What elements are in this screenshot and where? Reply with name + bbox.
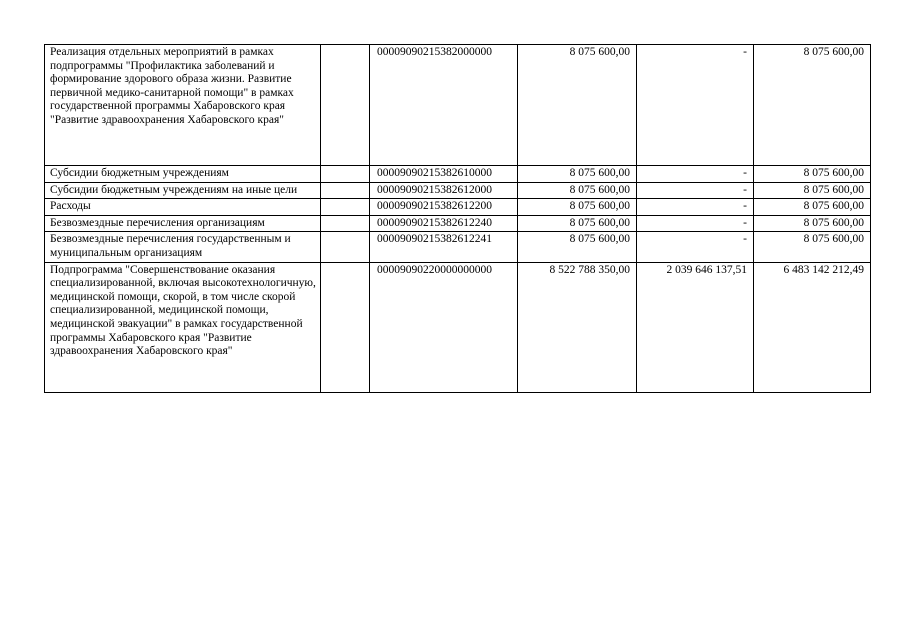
remaining-amount-cell: 8 075 600,00 [754,232,871,262]
empty-cell [321,232,370,262]
budget-code-cell: 00009090220000000000 [370,262,518,392]
empty-cell [321,199,370,216]
executed-amount-cell: - [637,166,754,183]
empty-cell [321,182,370,199]
table-row [45,182,871,199]
expense-name-cell: Субсидии бюджетным учреждениям на иные цели [45,182,321,199]
budget-code-cell: 00009090215382610000 [370,166,518,183]
budget-code-cell: 00009090215382000000 [370,45,518,166]
table-row [45,166,871,183]
remaining-amount-cell: 8 075 600,00 [754,45,871,166]
expense-name-cell: Безвозмездные перечисления организациям [45,215,321,232]
executed-amount-cell: - [637,45,754,166]
approved-amount-cell: 8 522 788 350,00 [518,262,637,392]
executed-amount-cell: - [637,232,754,262]
executed-amount-cell: 2 039 646 137,51 [637,262,754,392]
executed-amount-cell: - [637,215,754,232]
approved-amount-cell: 8 075 600,00 [518,199,637,216]
approved-amount-cell: 8 075 600,00 [518,232,637,262]
expense-name-cell: Подпрограмма "Совершенствование оказания специализированной, включая высокотехнологичную, медицинской помощи, скорой, в том числе скорой специализированной, медицинской помощи, медицинской эвакуации" в рамках государственной программы Хабаровского края "Развитие здравоохранения Хабаровского края" [45,262,321,392]
table-row [45,45,871,166]
budget-code-cell: 00009090215382612200 [370,199,518,216]
remaining-amount-cell: 8 075 600,00 [754,199,871,216]
executed-amount-cell: - [637,199,754,216]
expense-name-cell: Расходы [45,199,321,216]
table-row [45,262,871,392]
expense-name-cell: Реализация отдельных мероприятий в рамках подпрограммы "Профилактика заболеваний и формирование здорового образа жизни. Развитие первичной медико-санитарной помощи" в рамках государственной программы Хабаровского края "Развитие здравоохранения Хабаровского края" [45,45,321,166]
approved-amount-cell: 8 075 600,00 [518,166,637,183]
budget-code-cell: 00009090215382612241 [370,232,518,262]
approved-amount-cell: 8 075 600,00 [518,215,637,232]
executed-amount-cell: - [637,182,754,199]
table-row [45,199,871,216]
empty-cell [321,166,370,183]
expense-name-cell: Безвозмездные перечисления государственным и муниципальным организациям [45,232,321,262]
empty-cell [321,215,370,232]
table-row [45,232,871,262]
empty-cell [321,262,370,392]
expense-name-cell: Субсидии бюджетным учреждениям [45,166,321,183]
remaining-amount-cell: 8 075 600,00 [754,182,871,199]
remaining-amount-cell: 8 075 600,00 [754,215,871,232]
budget-code-cell: 00009090215382612240 [370,215,518,232]
remaining-amount-cell: 8 075 600,00 [754,166,871,183]
remaining-amount-cell: 6 483 142 212,49 [754,262,871,392]
empty-cell [321,45,370,166]
approved-amount-cell: 8 075 600,00 [518,45,637,166]
table-row [45,215,871,232]
budget-code-cell: 00009090215382612000 [370,182,518,199]
budget-execution-table [44,44,871,393]
approved-amount-cell: 8 075 600,00 [518,182,637,199]
